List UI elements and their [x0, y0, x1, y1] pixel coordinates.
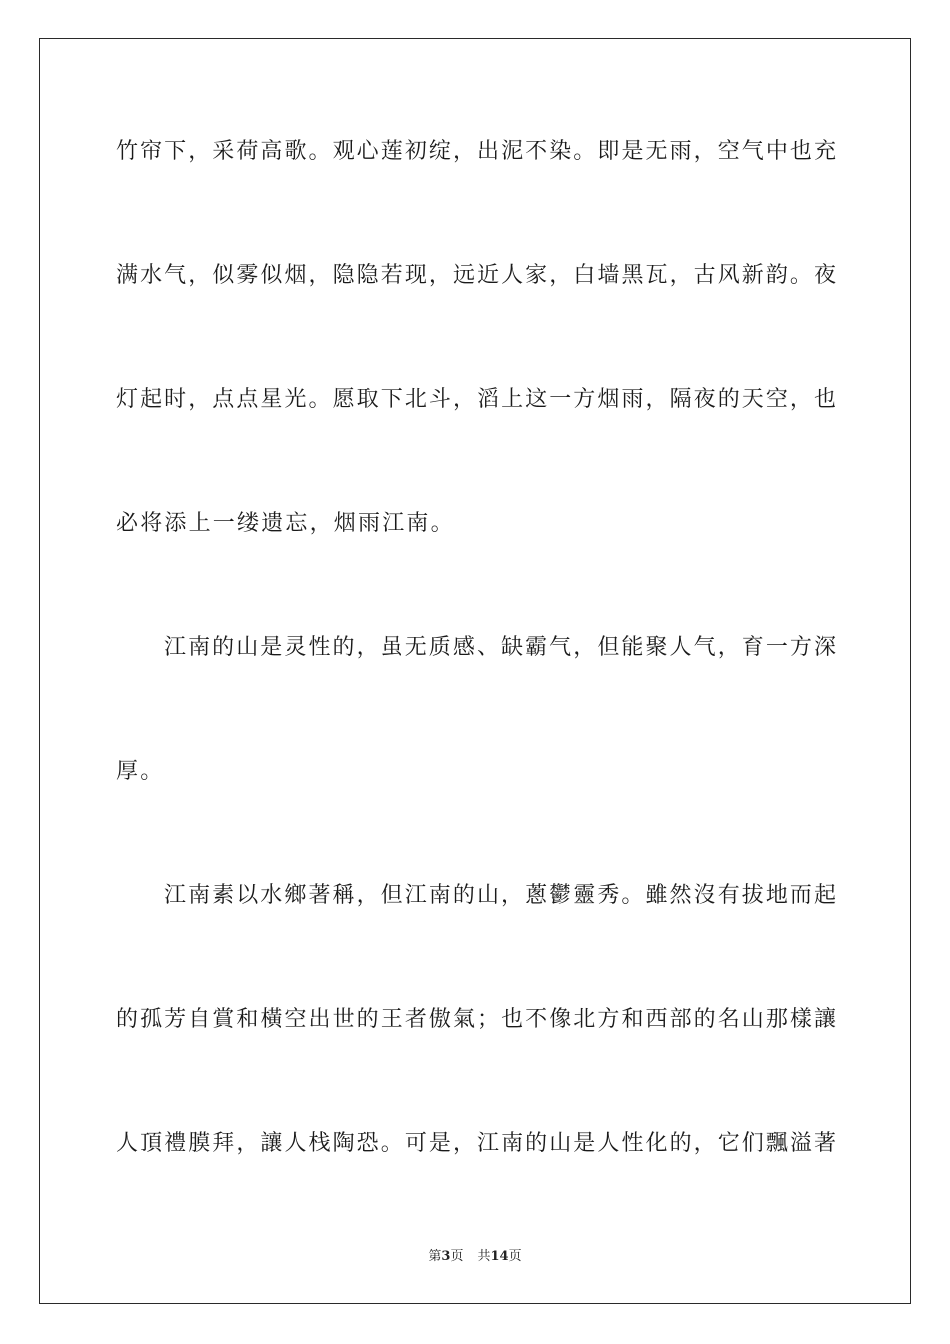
total-suffix: 页 — [508, 1249, 522, 1264]
page-border — [39, 38, 911, 1304]
page-footer — [0, 1248, 950, 1266]
text-line: 厚。 — [116, 759, 165, 784]
text-line: 满水气，似雾似烟，隐隐若现，远近人家，白墙黑瓦，古风新韵。夜 — [116, 263, 836, 288]
text-line: 竹帘下，采荷高歌。观心莲初绽，出泥不染。即是无雨，空气中也充 — [116, 139, 836, 164]
paragraph-first-line: 江南素以水鄉著稱，但江南的山，蔥鬱靈秀。雖然沒有拔地而起 — [164, 883, 836, 908]
page-suffix: 页 — [450, 1249, 464, 1264]
total-prefix: 共 — [477, 1249, 491, 1264]
text-line: 的孤芳自賞和橫空出世的王者傲氣；也不像北方和西部的名山那樣讓 — [116, 1007, 836, 1032]
text-line: 必将添上一缕遗忘，烟雨江南。 — [116, 511, 455, 536]
page-total-number: 14 — [490, 1249, 509, 1264]
text-line: 人頂禮膜拜，讓人栈陶恐。可是，江南的山是人性化的，它们飄溢著 — [116, 1131, 836, 1156]
paragraph-first-line: 江南的山是灵性的，虽无质感、缺霸气，但能聚人气，育一方深 — [164, 635, 836, 660]
page-current-number: 3 — [441, 1249, 451, 1264]
text-line: 灯起时，点点星光。愿取下北斗，滔上这一方烟雨，隔夜的天空，也 — [116, 387, 836, 412]
page-prefix: 第 — [428, 1249, 442, 1264]
